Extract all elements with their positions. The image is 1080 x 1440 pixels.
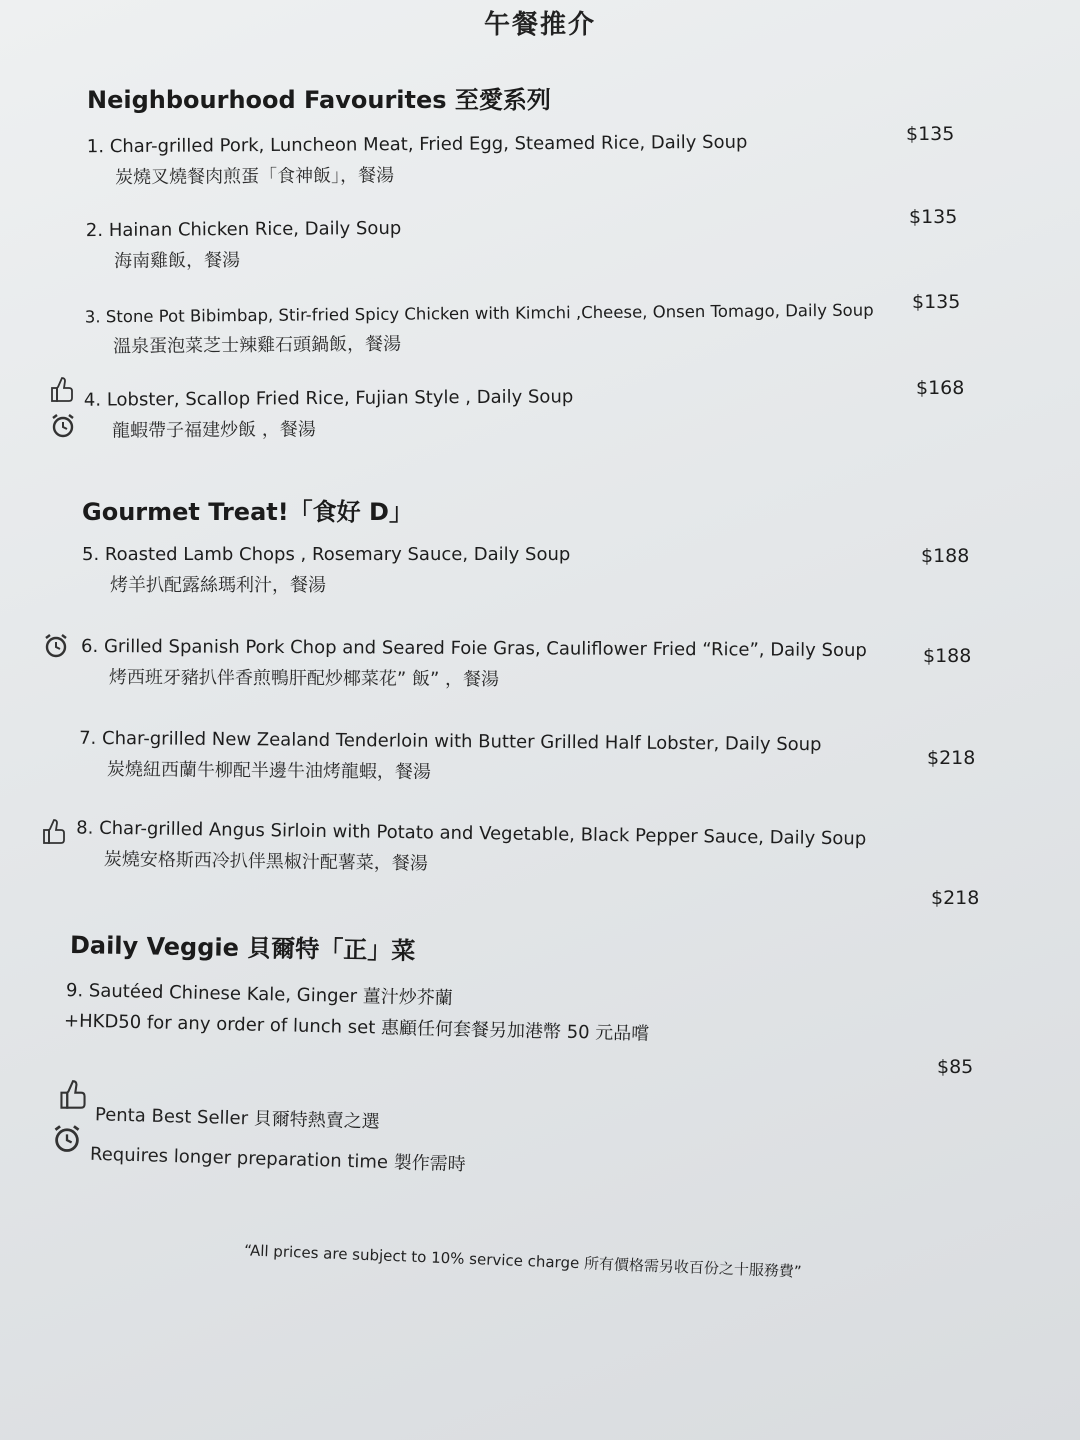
menu-item-name-en: 4. Lobster, Scallop Fried Rice, Fujian Style , Daily Soup [83, 386, 574, 411]
menu-item-name-en: 1. Char-grilled Pork, Luncheon Meat, Fried Egg, Steamed Rice, Daily Soup [86, 131, 748, 158]
menu-item-name-zh: 烤羊扒配露絲瑪利汁，餐湯 [110, 575, 326, 596]
menu-item-price-4: $168 [916, 377, 965, 399]
menu-item-3 [85, 301, 874, 359]
alarm-clock-icon [43, 632, 69, 660]
menu-item-name-en: 7. Char-grilled New Zealand Tenderloin with Butter Grilled Half Lobster, Daily Soup [79, 727, 822, 756]
menu-item-price-1: $135 [906, 123, 955, 145]
section-title-neighbourhood: Neighbourhood Favourites 至愛系列 [87, 86, 551, 114]
menu-item-name-zh: 龍蝦帶子福建炒飯 ，餐湯 [112, 419, 316, 442]
menu-item-name-zh: 炭燒安格斯西冷扒伴黑椒汁配薯菜，餐湯 [103, 848, 428, 875]
menu-item-price-3: $135 [912, 291, 961, 313]
menu-item-2 [86, 218, 402, 273]
menu-item-name-en: 3. Stone Pot Bibimbap, Stir-fried Spicy Chicken with Kimchi ,Cheese, Onsen Tomago, Daily Soup [84, 300, 874, 327]
service-charge-note: “All prices are subject to 10% service charge 所有價格需另收百份之十服務費” [243, 1241, 802, 1281]
thumbs-up-icon [41, 818, 67, 846]
legend-best-seller: Penta Best Seller 貝爾特熱賣之選 [94, 1104, 380, 1133]
page-title: 午餐推介 [483, 10, 596, 40]
menu-item-name-zh: 炭燒紐西蘭牛柳配半邊牛油烤龍蝦，餐湯 [106, 759, 431, 783]
menu-item-name-zh: 海南雞飯，餐湯 [114, 250, 241, 272]
menu-item-7 [79, 728, 822, 787]
menu-item-price-2: $135 [909, 206, 958, 228]
alarm-clock-icon [50, 412, 76, 440]
veggie-price: $85 [937, 1056, 974, 1078]
veggie-addon-line: +HKD50 for any order of lunch set 惠顧任何套餐另加港幣 50 元品嚐 [63, 1010, 650, 1045]
menu-item-name-en: 5. Roasted Lamb Chops , Rosemary Sauce, Daily Soup [82, 544, 571, 565]
menu-item-8 [76, 817, 867, 881]
menu-item-price-5: $188 [921, 545, 970, 567]
menu-item-name-en: 8. Char-grilled Angus Sirloin with Potato and Vegetable, Black Pepper Sauce, Daily Soup [76, 817, 867, 850]
section-title-veggie: Daily Veggie 貝爾特「正」菜 [69, 930, 416, 966]
menu-item-1 [87, 132, 748, 190]
veggie-item-line: 9. Sautéed Chinese Kale, Ginger 薑汁炒芥蘭 [65, 979, 453, 1010]
section-title-gourmet: Gourmet Treat!「食好 D」 [82, 498, 413, 526]
menu-item-name-en: 6. Grilled Spanish Pork Chop and Seared Foie Gras, Cauliflower Fried “Rice”, Daily Soup [81, 635, 867, 662]
menu-item-price-8: $218 [931, 887, 980, 909]
alarm-clock-icon [52, 1122, 82, 1156]
menu-item-5 [82, 544, 570, 597]
menu-item-name-zh: 烤西班牙豬扒伴香煎鴨肝配炒椰菜花” 飯” ，餐湯 [108, 667, 500, 691]
menu-item-name-zh: 炭燒叉燒餐肉煎蛋「食神飯」，餐湯 [115, 165, 395, 189]
menu-item-price-6: $188 [923, 645, 972, 667]
menu-item-name-en: 2. Hainan Chicken Rice, Daily Soup [85, 217, 402, 242]
thumbs-up-icon [58, 1078, 88, 1112]
menu-item-4 [84, 386, 574, 442]
menu-item-6 [81, 636, 867, 693]
menu-item-name-zh: 溫泉蛋泡菜芝士辣雞石頭鍋飯，餐湯 [113, 333, 402, 358]
menu-item-price-7: $218 [927, 747, 976, 769]
legend-longer-time: Requires longer preparation time 製作需時 [89, 1143, 466, 1176]
thumbs-up-icon [49, 376, 75, 404]
